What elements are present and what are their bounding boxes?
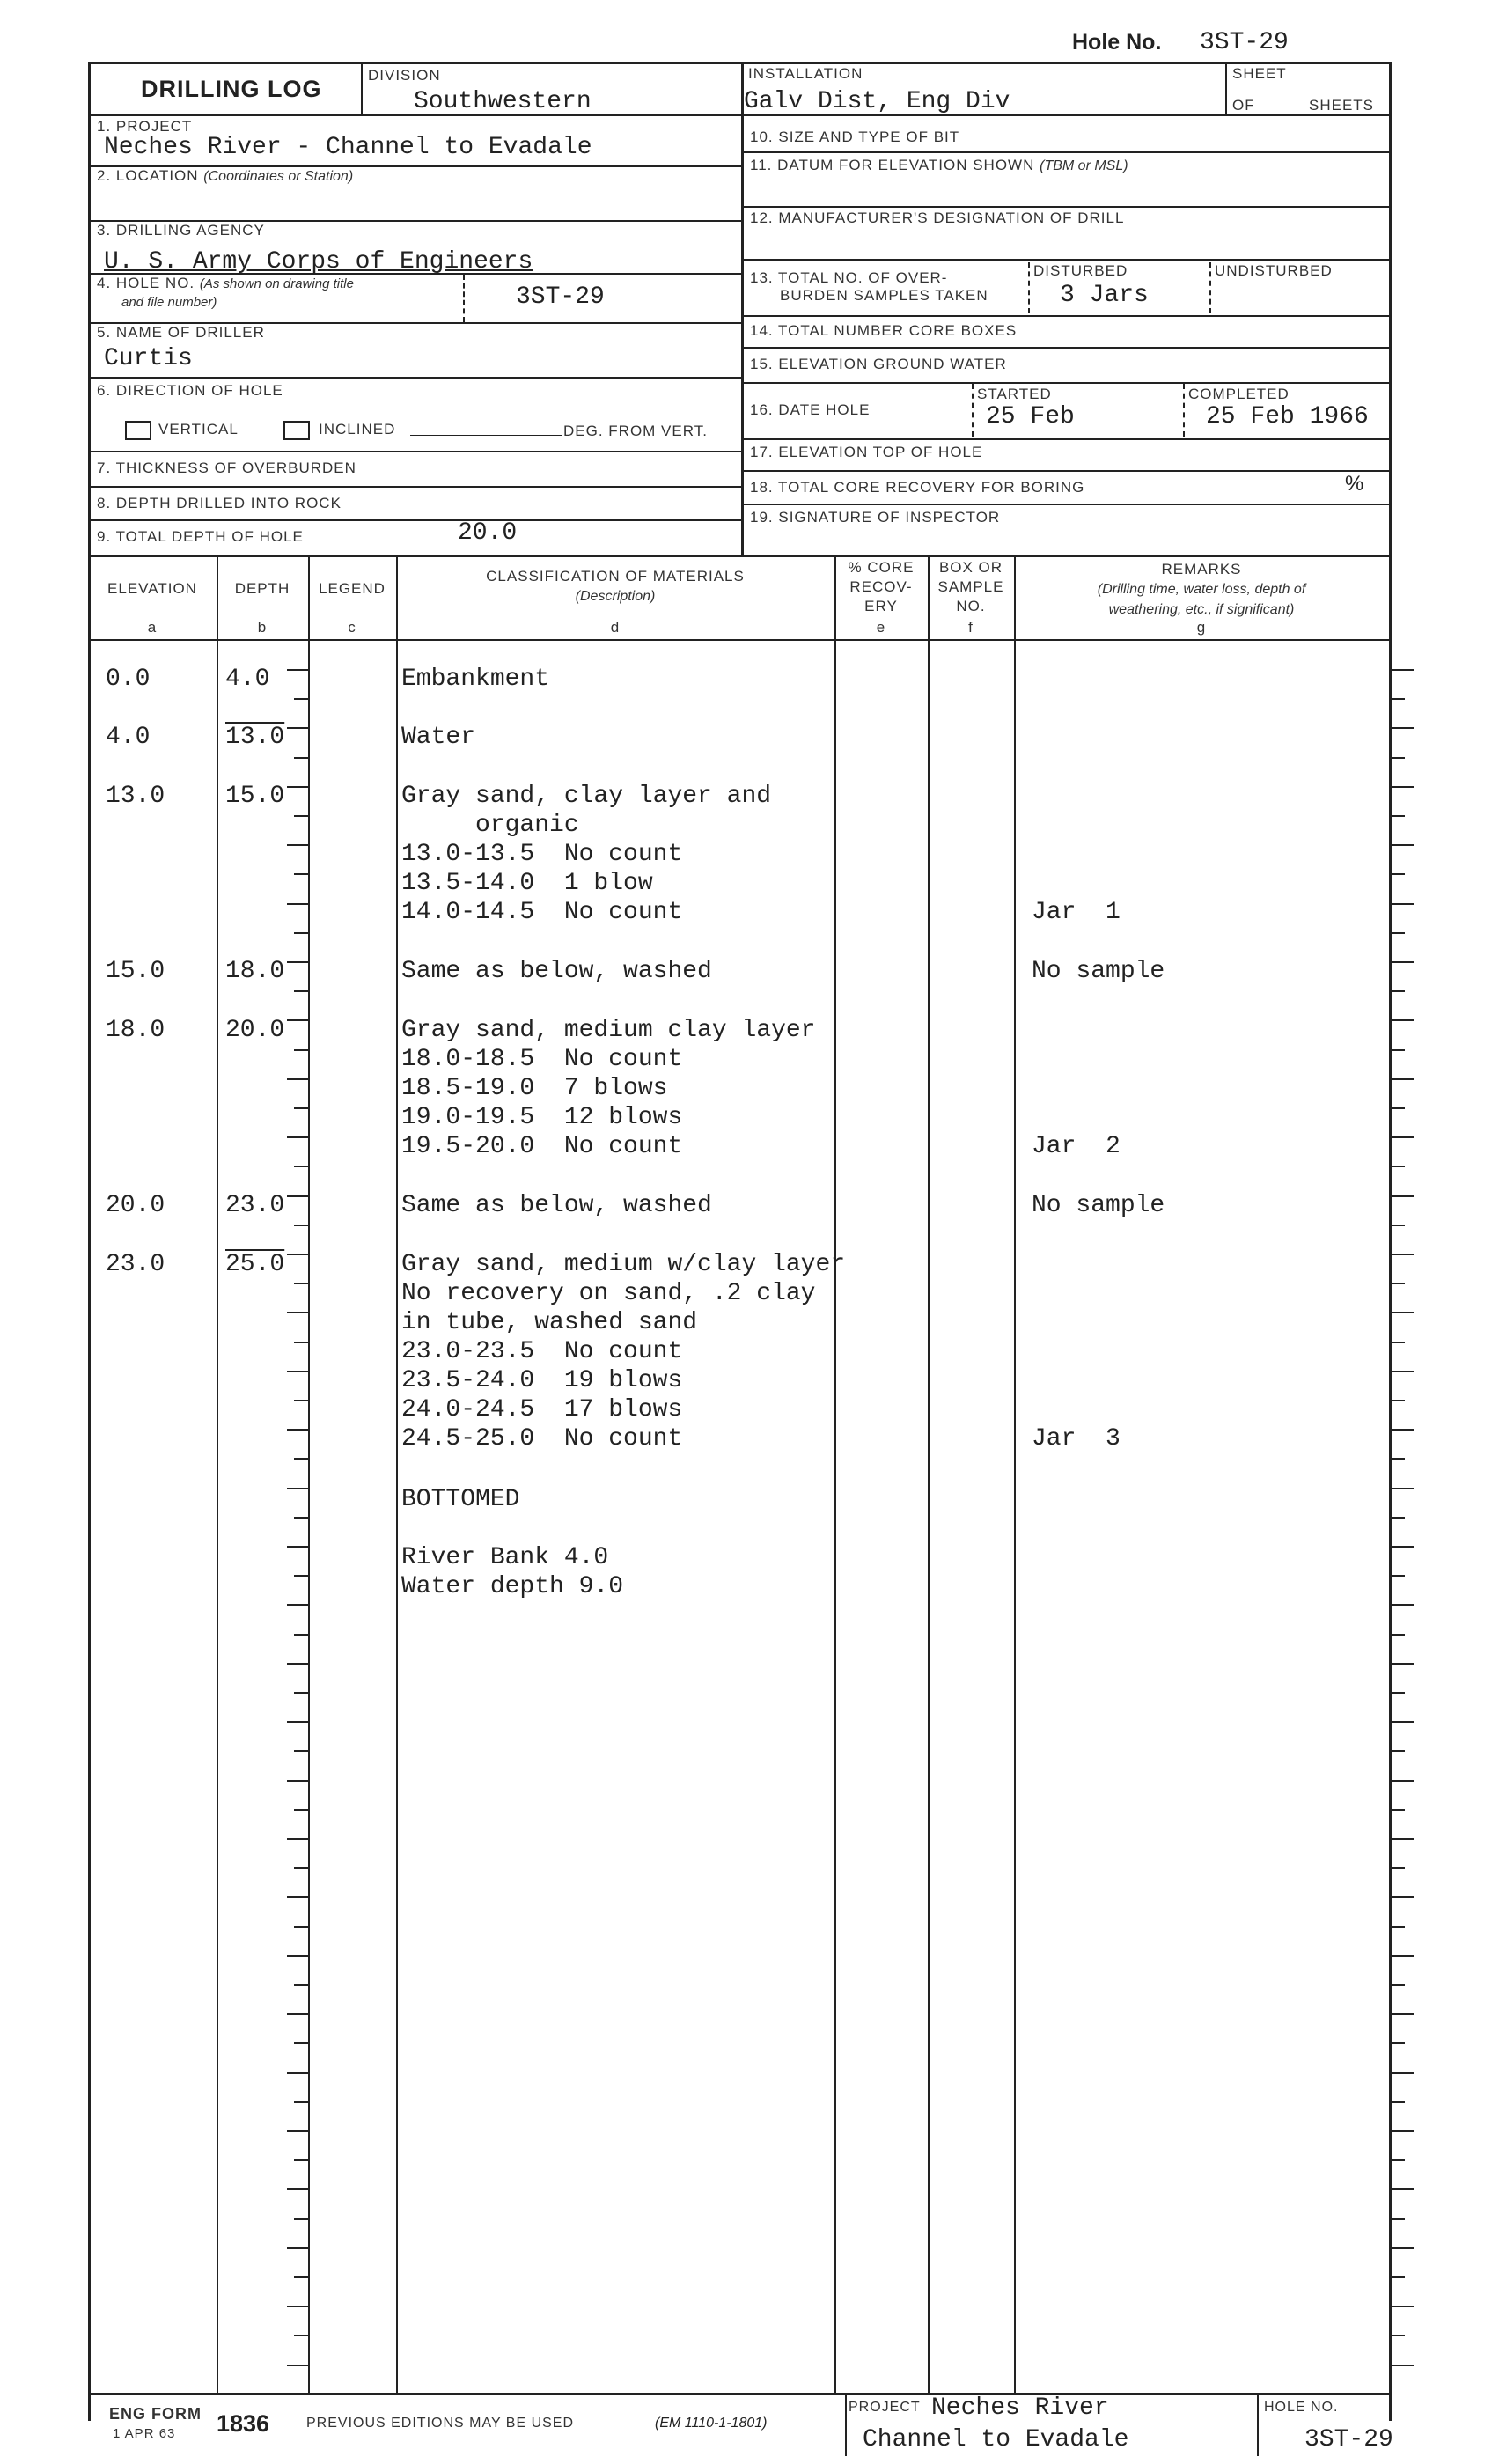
division-label: DIVISION xyxy=(368,67,441,84)
completed-label: COMPLETED xyxy=(1188,386,1290,402)
scale-tick xyxy=(287,1896,308,1898)
scale-tick xyxy=(294,1283,308,1284)
form-title: DRILLING LOG xyxy=(141,76,322,102)
scale-tick xyxy=(1391,903,1414,905)
col-box-sample: BOX OR SAMPLE NO. xyxy=(937,559,1004,614)
top-hole-elev-label: 17. ELEVATION TOP OF HOLE xyxy=(750,444,983,460)
footer-previous: PREVIOUS EDITIONS MAY BE USED xyxy=(306,2416,575,2431)
scale-tick xyxy=(287,844,308,846)
footer-form-date: 1 APR 63 xyxy=(113,2426,176,2441)
col-letter-g: g xyxy=(1196,619,1207,636)
scale-tick xyxy=(287,1604,308,1606)
row-description-line: 13.5-14.0 1 blow xyxy=(401,870,653,897)
scale-tick xyxy=(1391,2218,1405,2220)
row-description-line: Embankment xyxy=(401,666,550,693)
scale-tick xyxy=(287,727,308,729)
project-label: 1. PROJECT xyxy=(97,118,193,135)
scale-tick xyxy=(287,2072,308,2074)
scale-tick xyxy=(287,1955,308,1957)
scale-tick xyxy=(287,1780,308,1782)
row-depth: 20.0 xyxy=(225,1017,285,1044)
row-remark: Jar 2 xyxy=(1032,1133,1121,1160)
scale-tick xyxy=(294,1634,308,1636)
scale-tick xyxy=(1391,2042,1405,2044)
scale-tick xyxy=(294,2276,308,2278)
scale-tick xyxy=(294,1926,308,1928)
inspector-label: 19. SIGNATURE OF INSPECTOR xyxy=(750,509,1001,526)
scale-tick xyxy=(1391,2247,1414,2249)
col-core-recovery: % CORE RECOV- ERY xyxy=(848,559,915,614)
disturbed-value: 3 Jars xyxy=(1060,282,1149,309)
scale-tick xyxy=(1391,2306,1414,2307)
inclined-checkbox[interactable] xyxy=(283,421,310,440)
agency-value: U. S. Army Corps of Engineers xyxy=(104,248,533,276)
scale-tick xyxy=(1391,1838,1414,1840)
row-description-line: Water depth 9.0 xyxy=(401,1573,624,1600)
scale-tick xyxy=(1391,1078,1414,1080)
scale-tick xyxy=(1391,2130,1414,2132)
row-description-line: 23.0-23.5 No count xyxy=(401,1338,683,1365)
core-recovery-label: 18. TOTAL CORE RECOVERY FOR BORING xyxy=(750,479,1085,496)
footer-project-label: PROJECT xyxy=(849,2400,921,2415)
sheet-label: SHEET xyxy=(1232,65,1287,82)
scale-tick xyxy=(287,2306,308,2307)
scale-tick xyxy=(1391,844,1414,846)
manufacturer-label: 12. MANUFACTURER'S DESIGNATION OF DRILL xyxy=(750,210,1125,226)
scale-tick xyxy=(287,1429,308,1431)
footer-form-label: ENG FORM xyxy=(109,2405,202,2423)
col-letter-f: f xyxy=(968,619,974,636)
row-description-line: BOTTOMED xyxy=(401,1486,520,1513)
row-description-line: organic xyxy=(401,812,579,839)
started-label: STARTED xyxy=(977,386,1052,402)
scale-tick xyxy=(1391,2159,1405,2161)
scale-tick xyxy=(1391,1955,1414,1957)
row-description-line: 19.0-19.5 12 blows xyxy=(401,1104,683,1131)
col-legend: LEGEND xyxy=(319,580,386,597)
driller-label: 5. NAME OF DRILLER xyxy=(97,324,265,341)
scale-tick xyxy=(287,2188,308,2190)
scale-tick xyxy=(287,1546,308,1548)
row-description-line: 18.5-19.0 7 blows xyxy=(401,1075,668,1102)
scale-tick xyxy=(294,2159,308,2161)
scale-tick xyxy=(294,1225,308,1226)
scale-tick xyxy=(287,2247,308,2249)
scale-tick xyxy=(294,1517,308,1519)
scale-tick xyxy=(287,1721,308,1723)
scale-tick xyxy=(294,698,308,700)
col-remarks: REMARKS (Drilling time, water loss, depth of weathering, etc., if significant) xyxy=(1097,561,1306,617)
vertical-label: VERTICAL xyxy=(158,421,239,438)
scale-tick xyxy=(1391,1926,1405,1928)
scale-tick xyxy=(1391,961,1414,963)
row-depth: 25.0 xyxy=(225,1251,285,1278)
scale-tick xyxy=(294,1107,308,1109)
samples-label-2: BURDEN SAMPLES TAKEN xyxy=(780,287,988,304)
row-description-line: Water xyxy=(401,724,476,751)
row-description-line: Gray sand, medium w/clay layer xyxy=(401,1251,846,1278)
installation-value: Galv Dist, Eng Div xyxy=(744,88,1010,115)
row-description-line: Same as below, washed xyxy=(401,958,712,985)
ground-water-label: 15. ELEVATION GROUND WATER xyxy=(750,356,1007,372)
scale-tick xyxy=(1391,1195,1414,1197)
scale-tick xyxy=(294,1049,308,1051)
scale-tick xyxy=(1391,1371,1414,1372)
scale-tick xyxy=(1391,1575,1405,1577)
vertical-checkbox[interactable] xyxy=(125,421,151,440)
scale-tick xyxy=(294,1575,308,1577)
row-elevation: 23.0 xyxy=(106,1251,165,1278)
scale-tick xyxy=(287,1254,308,1255)
row-description-line: Gray sand, medium clay layer xyxy=(401,1017,816,1044)
row-description-line: 14.0-14.5 No count xyxy=(401,899,683,926)
scale-tick xyxy=(287,669,308,671)
scale-tick xyxy=(287,1838,308,1840)
row-elevation: 4.0 xyxy=(106,724,151,751)
scale-tick xyxy=(287,1078,308,1080)
row-depth: 15.0 xyxy=(225,783,285,810)
row-description-line: Gray sand, clay layer and xyxy=(401,783,772,810)
row-description-line: 24.5-25.0 No count xyxy=(401,1425,683,1453)
scale-tick xyxy=(294,757,308,759)
row-elevation: 20.0 xyxy=(106,1192,165,1219)
scale-tick xyxy=(294,1809,308,1811)
scale-tick xyxy=(1391,2072,1414,2074)
sheets-label: SHEETS xyxy=(1309,97,1375,114)
scale-tick xyxy=(1391,1225,1405,1226)
col-letter-e: e xyxy=(876,619,886,636)
scale-tick xyxy=(294,1750,308,1752)
scale-tick xyxy=(1391,2335,1405,2336)
scale-tick xyxy=(1391,2101,1405,2103)
rock-label: 8. DEPTH DRILLED INTO ROCK xyxy=(97,495,342,511)
footer-hole-value: 3ST-29 xyxy=(1304,2426,1393,2453)
scale-tick xyxy=(1391,2365,1414,2366)
col-letter-b: b xyxy=(257,619,268,636)
scale-tick xyxy=(1391,727,1414,729)
scale-tick xyxy=(1391,1429,1414,1431)
scale-tick xyxy=(1391,932,1405,934)
row-depth: 4.0 xyxy=(225,666,270,693)
percent-sign: % xyxy=(1345,472,1364,496)
completed-value: 25 Feb 1966 xyxy=(1206,403,1369,430)
col-elevation: ELEVATION xyxy=(107,580,197,597)
total-depth-value: 20.0 xyxy=(458,519,518,547)
footer-form-number: 1836 xyxy=(217,2410,270,2437)
scale-tick xyxy=(287,1488,308,1489)
row-remark: Jar 1 xyxy=(1032,899,1121,926)
row-elevation: 18.0 xyxy=(106,1017,165,1044)
scale-tick xyxy=(1391,1166,1405,1167)
scale-tick xyxy=(287,2013,308,2015)
row-description-line: in tube, washed sand xyxy=(401,1309,698,1336)
col-depth: DEPTH xyxy=(234,580,290,597)
scale-tick xyxy=(287,1019,308,1021)
samples-label-1: 13. TOTAL NO. OF OVER- xyxy=(750,269,948,286)
row-elevation: 15.0 xyxy=(106,958,165,985)
scale-tick xyxy=(294,932,308,934)
scale-tick xyxy=(1391,1019,1414,1021)
project-value: Neches River - Channel to Evadale xyxy=(104,134,592,161)
scale-tick xyxy=(1391,2188,1414,2190)
scale-tick xyxy=(287,1663,308,1665)
row-description-line: 19.5-20.0 No count xyxy=(401,1133,683,1160)
scale-tick xyxy=(1391,1342,1405,1343)
footer-em: (EM 1110-1-1801) xyxy=(655,2416,768,2431)
scale-tick xyxy=(287,1195,308,1197)
scale-tick xyxy=(1391,1458,1405,1460)
scale-tick xyxy=(1391,1750,1405,1752)
scale-tick xyxy=(1391,873,1405,875)
scale-tick xyxy=(1391,1721,1414,1723)
deg-label: DEG. FROM VERT. xyxy=(563,423,708,439)
scale-tick xyxy=(1391,815,1405,817)
scale-tick xyxy=(294,2101,308,2103)
datum-label: 11. DATUM FOR ELEVATION SHOWN (TBM or MSL) xyxy=(750,157,1128,173)
footer-project-line2: Channel to Evadale xyxy=(863,2426,1129,2453)
scale-tick xyxy=(1391,1867,1405,1869)
top-hole-value: 3ST-29 xyxy=(1200,29,1289,56)
driller-value: Curtis xyxy=(104,345,193,372)
direction-label: 6. DIRECTION OF HOLE xyxy=(97,382,283,399)
row-depth: 13.0 xyxy=(225,724,285,751)
row-depth: 23.0 xyxy=(225,1192,285,1219)
scale-tick xyxy=(1391,2276,1405,2278)
scale-tick xyxy=(294,1166,308,1167)
row-remark: No sample xyxy=(1032,958,1165,985)
scale-tick xyxy=(1391,1692,1405,1694)
footer-project-line1: Neches River xyxy=(931,2394,1109,2422)
scale-tick xyxy=(294,1984,308,1986)
scale-tick xyxy=(1391,1254,1414,1255)
scale-tick xyxy=(287,786,308,788)
scale-tick xyxy=(294,1458,308,1460)
scale-tick xyxy=(287,1136,308,1138)
hole-no-label: 4. HOLE NO. (As shown on drawing title and file number) xyxy=(97,275,354,310)
scale-tick xyxy=(1391,1546,1414,1548)
scale-tick xyxy=(1391,1896,1414,1898)
scale-tick xyxy=(294,990,308,992)
scale-tick xyxy=(1391,1634,1405,1636)
scale-tick xyxy=(294,2042,308,2044)
scale-tick xyxy=(294,2335,308,2336)
scale-tick xyxy=(1391,1984,1405,1986)
scale-tick xyxy=(294,815,308,817)
row-description-line: 13.0-13.5 No count xyxy=(401,841,683,868)
division-value: Southwestern xyxy=(414,88,592,115)
hole-no-value: 3ST-29 xyxy=(516,283,605,311)
scale-tick xyxy=(1391,1107,1405,1109)
scale-tick xyxy=(1391,1517,1405,1519)
undisturbed-label: UNDISTURBED xyxy=(1215,262,1333,279)
row-remark: Jar 3 xyxy=(1032,1425,1121,1453)
scale-tick xyxy=(1391,1663,1414,1665)
scale-tick xyxy=(1391,1604,1414,1606)
scale-tick xyxy=(1391,990,1405,992)
scale-tick xyxy=(1391,1488,1414,1489)
total-depth-label: 9. TOTAL DEPTH OF HOLE xyxy=(97,528,304,545)
inclined-label: INCLINED xyxy=(319,421,396,438)
scale-tick xyxy=(287,903,308,905)
footer-hole-label: HOLE NO. xyxy=(1264,2400,1339,2415)
scale-tick xyxy=(287,2365,308,2366)
col-classification: CLASSIFICATION OF MATERIALS (Description) xyxy=(486,568,745,604)
scale-tick xyxy=(1391,1780,1414,1782)
of-label: OF xyxy=(1232,97,1255,114)
scale-tick xyxy=(294,1400,308,1401)
scale-tick xyxy=(287,2130,308,2132)
date-hole-label: 16. DATE HOLE xyxy=(750,401,871,418)
top-hole-label: Hole No. xyxy=(1072,30,1162,55)
scale-tick xyxy=(1391,669,1414,671)
scale-tick xyxy=(294,1692,308,1694)
row-description-line: River Bank 4.0 xyxy=(401,1544,609,1571)
scale-tick xyxy=(294,2218,308,2220)
core-boxes-label: 14. TOTAL NUMBER CORE BOXES xyxy=(750,322,1018,339)
disturbed-label: DISTURBED xyxy=(1033,262,1128,279)
scale-tick xyxy=(1391,1136,1414,1138)
scale-tick xyxy=(294,1867,308,1869)
col-letter-a: a xyxy=(147,619,158,636)
col-letter-d: d xyxy=(610,619,621,636)
scale-tick xyxy=(1391,1809,1405,1811)
row-depth: 18.0 xyxy=(225,958,285,985)
row-elevation: 13.0 xyxy=(106,783,165,810)
scale-tick xyxy=(1391,757,1405,759)
overburden-label: 7. THICKNESS OF OVERBURDEN xyxy=(97,460,356,476)
installation-label: INSTALLATION xyxy=(748,65,863,82)
scale-tick xyxy=(287,1312,308,1313)
row-elevation: 0.0 xyxy=(106,666,151,693)
scale-tick xyxy=(1391,1283,1405,1284)
col-letter-c: c xyxy=(348,619,356,636)
agency-label: 3. DRILLING AGENCY xyxy=(97,222,265,239)
scale-tick xyxy=(1391,698,1405,700)
started-value: 25 Feb xyxy=(986,403,1075,430)
scale-tick xyxy=(1391,1400,1405,1401)
scale-tick xyxy=(1391,2013,1414,2015)
row-remark: No sample xyxy=(1032,1192,1165,1219)
scale-tick xyxy=(287,1371,308,1372)
row-description-line: 23.5-24.0 19 blows xyxy=(401,1367,683,1394)
row-description-line: 24.0-24.5 17 blows xyxy=(401,1396,683,1423)
scale-tick xyxy=(294,1342,308,1343)
row-description-line: No recovery on sand, .2 clay xyxy=(401,1280,816,1307)
scale-tick xyxy=(287,961,308,963)
row-description-line: Same as below, washed xyxy=(401,1192,712,1219)
bit-label: 10. SIZE AND TYPE OF BIT xyxy=(750,129,960,145)
scale-tick xyxy=(294,873,308,875)
scale-tick xyxy=(1391,1312,1414,1313)
scale-tick xyxy=(1391,786,1414,788)
location-label: 2. LOCATION (Coordinates or Station) xyxy=(97,167,354,184)
row-description-line: 18.0-18.5 No count xyxy=(401,1046,683,1073)
scale-tick xyxy=(1391,1049,1405,1051)
